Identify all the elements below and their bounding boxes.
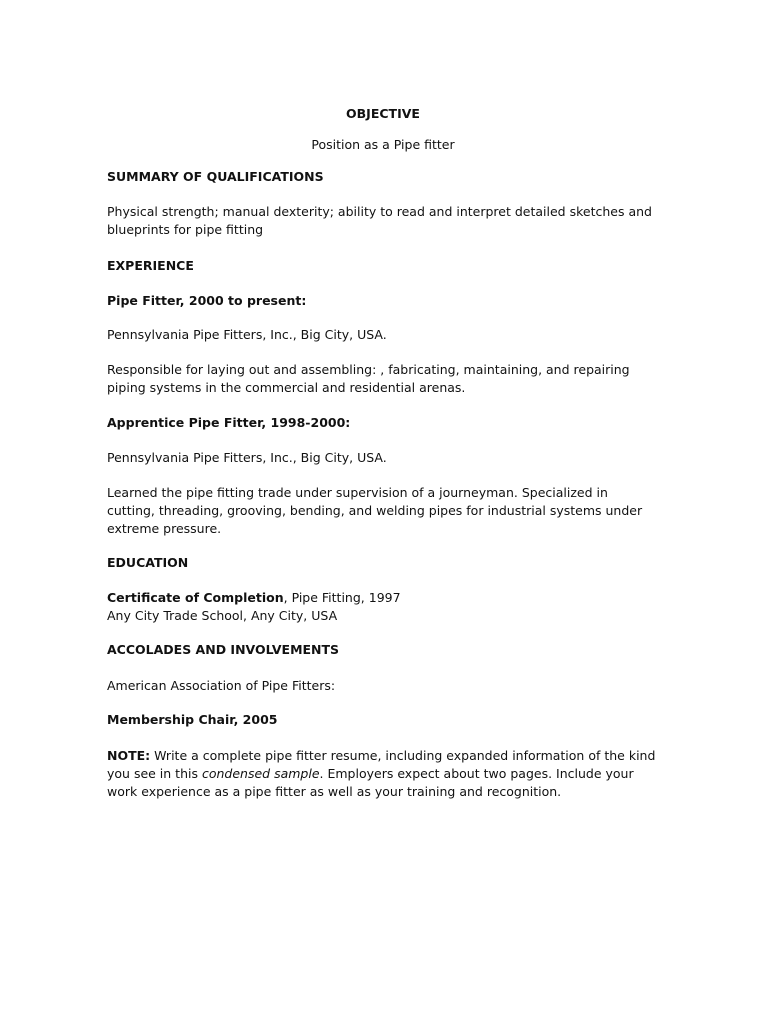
note-text-before: Write a complete pipe fitter resume, including expanded information of the kind you see in this: [107, 748, 656, 781]
job-description: Responsible for laying out and assembling: , fabricating, maintaining, and repairing piping systems in the commercial and residential arenas.: [107, 362, 630, 395]
objective-text: Position as a Pipe fitter: [311, 137, 455, 152]
education-certificate-line: [107, 589, 401, 607]
job-title: Apprentice Pipe Fitter, 1998-2000:: [107, 415, 351, 430]
job-company: Pennsylvania Pipe Fitters, Inc., Big City, USA.: [107, 327, 387, 342]
note-paragraph: [107, 747, 659, 801]
certificate-details: , Pipe Fitting, 1997: [283, 590, 401, 605]
job-title: Pipe Fitter, 2000 to present:: [107, 293, 307, 308]
certificate-name: Certificate of Completion: [107, 590, 284, 605]
note-label: NOTE:: [107, 748, 151, 763]
summary-heading: SUMMARY OF QUALIFICATIONS: [107, 169, 324, 184]
education-school: Any City Trade School, Any City, USA: [107, 608, 338, 623]
accolades-role: Membership Chair, 2005: [107, 712, 278, 727]
note-text-after: . Employers expect about two pages. Include your work experience as a pipe fitter as well as your training and recognition.: [107, 766, 634, 799]
experience-heading: EXPERIENCE: [107, 258, 194, 273]
objective-heading: OBJECTIVE: [346, 106, 420, 121]
accolades-organization: American Association of Pipe Fitters:: [107, 678, 336, 693]
note-emphasis: condensed sample: [201, 766, 320, 781]
summary-text: Physical strength; manual dexterity; ability to read and interpret detailed sketches and blueprints for pipe fitting: [107, 204, 652, 237]
accolades-heading: ACCOLADES AND INVOLVEMENTS: [107, 642, 340, 657]
job-description: Learned the pipe fitting trade under supervision of a journeyman. Specialized in cutting, threading, grooving, bending, and welding pipes for industrial systems under extreme pressure.: [107, 485, 643, 536]
job-company: Pennsylvania Pipe Fitters, Inc., Big City, USA.: [107, 450, 387, 465]
education-heading: EDUCATION: [107, 555, 189, 570]
